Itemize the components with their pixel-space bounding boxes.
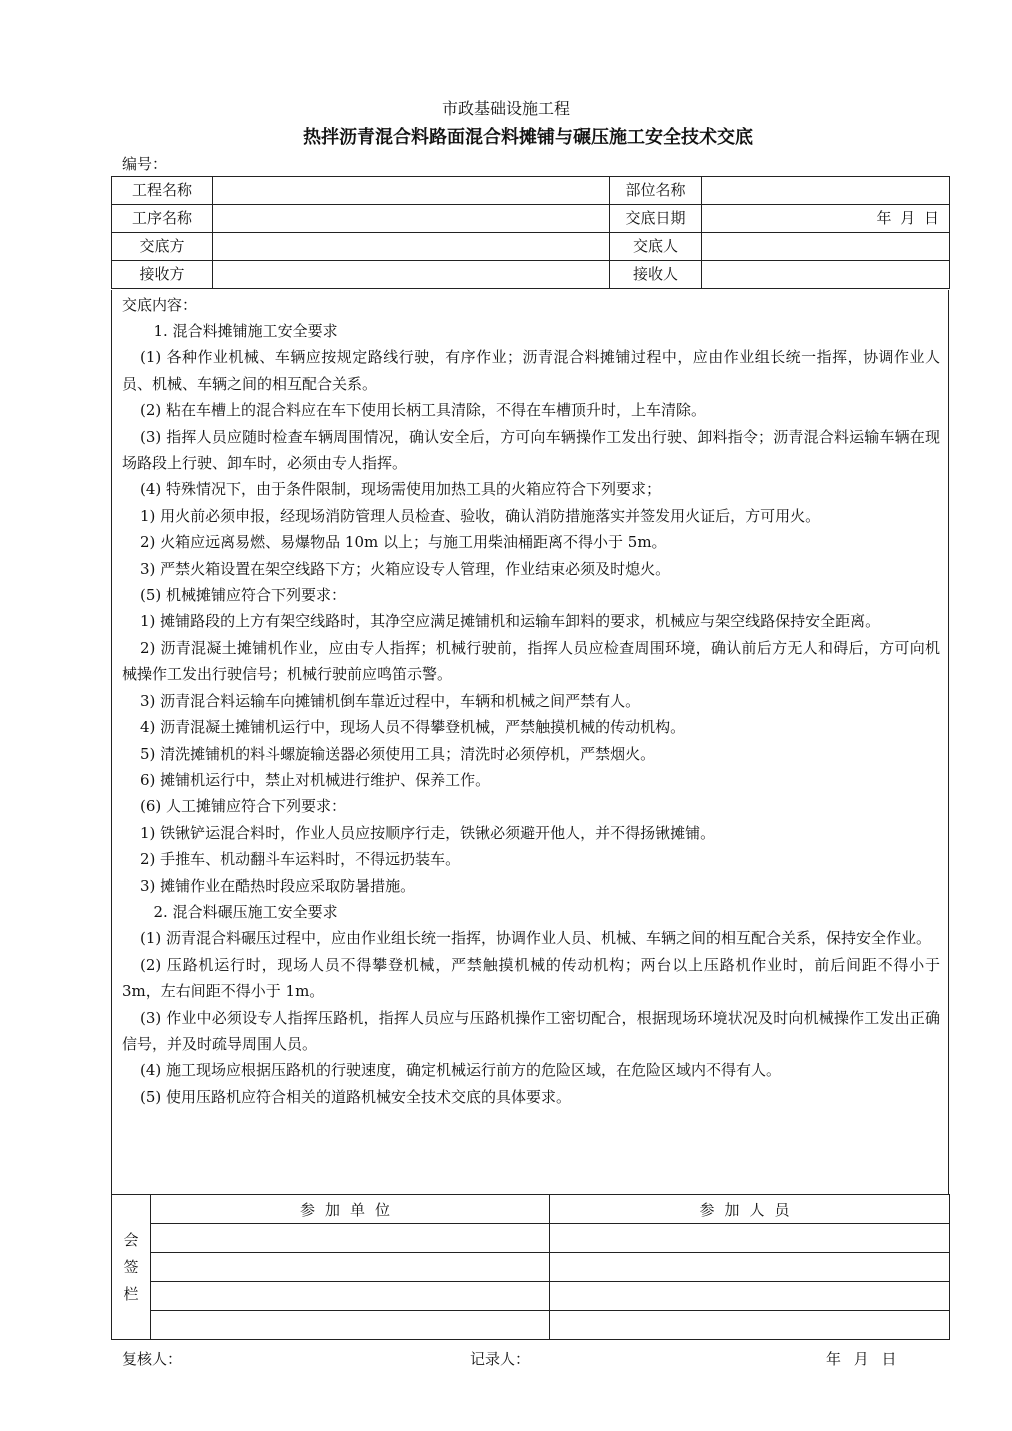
- info-table: [111, 176, 950, 289]
- signature-row: [112, 1224, 950, 1253]
- project-name-label: 工程名称: [112, 177, 213, 205]
- person-cell[interactable]: [550, 1282, 950, 1311]
- giver-person-label: 交底人: [610, 233, 702, 261]
- unit-cell[interactable]: [151, 1282, 550, 1311]
- person-cell[interactable]: [550, 1311, 950, 1340]
- org-subtitle: 市政基础设施工程: [441, 99, 570, 118]
- giver-person-field[interactable]: [702, 233, 950, 261]
- document-title: 热拌沥青混合料路面混合料摊铺与碾压施工安全技术交底: [303, 127, 753, 148]
- giver-party-label: 交底方: [112, 233, 213, 261]
- receiver-party-field[interactable]: [213, 261, 610, 289]
- unit-cell[interactable]: [151, 1253, 550, 1282]
- content-paragraph: 1) 铁锹铲运混合料时，作业人员应按顺序行走，铁锹必须避开他人，并不得扬锹摊铺。: [140, 823, 716, 842]
- document-header: [0, 98, 1012, 152]
- part-name-label: 部位名称: [610, 177, 702, 205]
- person-column-header: 参加人员: [550, 1195, 950, 1224]
- giver-party-field[interactable]: [213, 233, 610, 261]
- recorder-label: 记录人：: [470, 1350, 531, 1368]
- receiver-person-label: 接收人: [610, 261, 702, 289]
- side-char-3: 栏: [123, 1284, 139, 1303]
- content-paragraph: 6) 摊铺机运行中，禁止对机械进行维护、保养工作。: [140, 770, 491, 789]
- side-char-2: 签: [123, 1257, 139, 1276]
- content-paragraph: 2) 沥青混凝土摊铺机作业，应由专人指挥；机械行驶前，指挥人员应检查周围环境，确认前后方无人和碍后，方可向机械操作工发出行驶信号；机械行驶前应鸣笛示警。: [122, 638, 940, 684]
- receiver-party-label: 接收方: [112, 261, 213, 289]
- content-paragraph: 1) 摊铺路段的上方有架空线路时，其净空应满足摊铺机和运输车卸料的要求，机械应与架空线路保持安全距离。: [140, 612, 881, 631]
- document-footer: [0, 1348, 1012, 1370]
- content-paragraph: (1) 沥青混合料碾压过程中，应由作业组长统一指挥，协调作业人员、机械、车辆之间的相互配合关系，保持安全作业。: [140, 929, 932, 948]
- unit-cell[interactable]: [151, 1311, 550, 1340]
- info-row-receiver: [112, 261, 950, 289]
- info-row-giver: [112, 233, 950, 261]
- briefing-date-label: 交底日期: [610, 205, 702, 233]
- signature-row: [112, 1253, 950, 1282]
- content-paragraph: 3) 严禁火箱设置在架空线路下方；火箱应设专人管理，作业结束必须及时熄火。: [140, 559, 671, 578]
- content-paragraph: 3) 沥青混合料运输车向摊铺机倒车靠近过程中，车辆和机械之间严禁有人。: [140, 691, 641, 710]
- content-paragraph: (4) 施工现场应根据压路机的行驶速度，确定机械运行前方的危险区域，在危险区域内不得有人。: [140, 1061, 782, 1080]
- content-paragraph: (2) 压路机运行时，现场人员不得攀登机械，严禁触摸机械的传动机构；两台以上压路机作业时，前后间距不得小于 3m，左右间距不得小于 1m。: [122, 955, 940, 1001]
- content-label: 交底内容：: [122, 296, 198, 314]
- receiver-person-field[interactable]: [702, 261, 950, 289]
- content-paragraph: (4) 特殊情况下，由于条件限制，现场需使用加热工具的火箱应符合下列要求；: [140, 480, 662, 499]
- unit-cell[interactable]: [151, 1224, 550, 1253]
- process-name-label: 工序名称: [112, 205, 213, 233]
- side-char-1: 会: [123, 1230, 139, 1249]
- part-name-field[interactable]: [702, 177, 950, 205]
- unit-column-header: 参加单位: [151, 1195, 550, 1224]
- content-paragraph: (3) 作业中必须设专人指挥压路机，指挥人员应与压路机操作工密切配合，根据现场环境状况及时向机械操作工发出正确信号，并及时疏导周围人员。: [122, 1008, 940, 1053]
- content-paragraph: 2) 火箱应远离易燃、易爆物品 10m 以上；与施工用柴油桶距离不得小于 5m。: [140, 533, 667, 552]
- info-row-project: [112, 177, 950, 205]
- content-paragraph: (2) 粘在车槽上的混合料应在车下使用长柄工具清除，不得在车槽顶升时，上车清除。: [140, 401, 707, 420]
- reviewer-label: 复核人：: [122, 1350, 183, 1368]
- briefing-content-box: [111, 290, 949, 1195]
- section-heading: 2. 混合料碾压施工安全要求: [153, 902, 338, 921]
- signature-row: [112, 1311, 950, 1340]
- signature-row: [112, 1282, 950, 1311]
- signature-table: [111, 1194, 950, 1340]
- project-name-field[interactable]: [213, 177, 610, 205]
- info-row-process: [112, 205, 950, 233]
- person-cell[interactable]: [550, 1253, 950, 1282]
- signature-side-label: [112, 1195, 151, 1340]
- content-paragraph: (5) 使用压路机应符合相关的道路机械安全技术交底的具体要求。: [140, 1087, 572, 1106]
- section-heading: 1. 混合料摊铺施工安全要求: [153, 322, 338, 340]
- content-paragraph: 4) 沥青混凝土摊铺机运行中，现场人员不得攀登机械，严禁触摸机械的传动机构。: [140, 718, 686, 737]
- content-paragraph: (1) 各种作业机械、车辆应按规定路线行驶，有序作业；沥青混合料摊铺过程中，应由作业组长统一指挥，协调作业人员、机械、车辆之间的相互配合关系。: [122, 348, 940, 393]
- briefing-date-field[interactable]: 年 月 日: [702, 205, 950, 233]
- content-paragraph: 3) 摊铺作业在酷热时段应采取防暑措施。: [140, 876, 416, 895]
- process-name-field[interactable]: [213, 205, 610, 233]
- content-paragraphs: [122, 318, 940, 1110]
- person-cell[interactable]: [550, 1224, 950, 1253]
- content-paragraph: (5) 机械摊铺应符合下列要求：: [140, 586, 347, 605]
- content-paragraph: (6) 人工摊铺应符合下列要求：: [140, 797, 347, 816]
- serial-number-label: 编号：: [122, 155, 168, 173]
- content-paragraph: (3) 指挥人员应随时检查车辆周围情况，确认安全后，方可向车辆操作工发出行驶、卸料指令；沥青混合料运输车辆在现场路段上行驶、卸车时，必须由专人指挥。: [122, 427, 940, 473]
- content-paragraph: 1) 用火前必须申报，经现场消防管理人员检查、验收，确认消防措施落实并签发用火证后，方可用火。: [140, 506, 821, 525]
- footer-date: 年 月 日: [826, 1350, 897, 1368]
- content-paragraph: 5) 清洗摊铺机的料斗螺旋输送器必须使用工具；清洗时必须停机，严禁烟火。: [140, 744, 656, 763]
- content-paragraph: 2) 手推车、机动翻斗车运料时，不得远扔装车。: [140, 850, 461, 869]
